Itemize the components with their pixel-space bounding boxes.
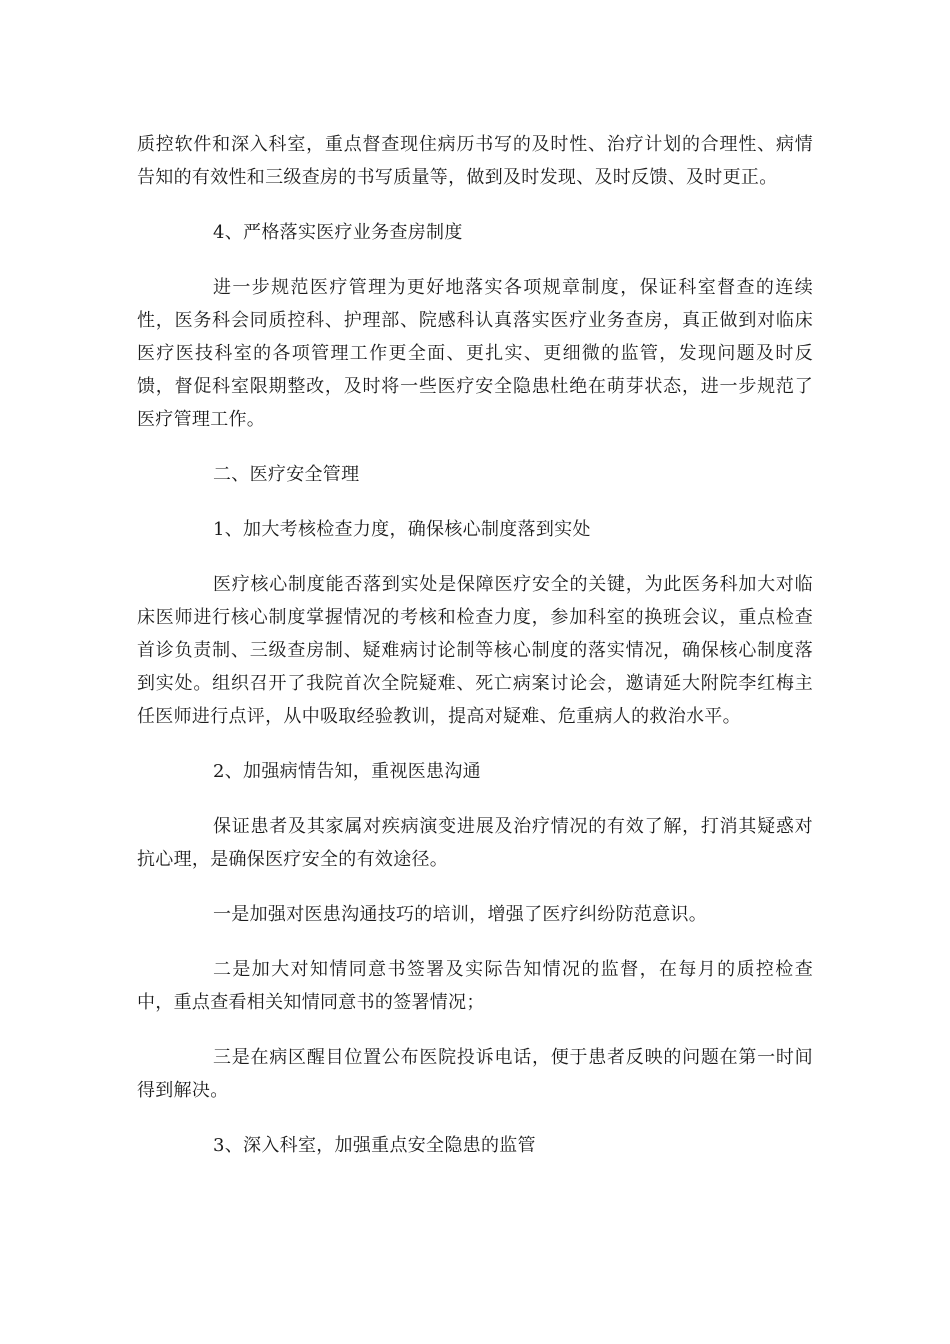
list-item-second: 二是加大对知情同意书签署及实际告知情况的监督，在每月的质控检查中，重点查看相关知情同意书的签署情况； [137, 959, 813, 1013]
paragraph-core-system: 医疗核心制度能否落到实处是保障医疗安全的关键，为此医务科加大对临床医师进行核心制度掌握情况的考核和检查力度，参加科室的换班会议，重点检查首诊负责制、三级查房制、疑难病讨论制等核心制度的落实情况，确保核心制度落到实处。组织召开了我院首次全院疑难、死亡病案讨论会，邀请延大附院李红梅主任医师进行点评，从中吸取经验教训，提高对疑难、危重病人的救治水平。 [137, 574, 813, 727]
section-heading-key-hazards: 3、深入科室，加强重点安全隐患的监管 [213, 1135, 536, 1156]
paragraph-ward-rounds: 进一步规范医疗管理为更好地落实各项规章制度，保证科室督查的连续性，医务科会同质控科、护理部、院感科认真落实医疗业务查房，真正做到对临床医疗医技科室的各项管理工作更全面、更扎实、更细微的监管，发现问题及时反馈，督促科室限期整改，及时将一些医疗安全隐患杜绝在萌芽状态，进一步规范了医疗管理工作。 [137, 277, 813, 430]
list-item-third: 三是在病区醒目位置公布医院投诉电话，便于患者反映的问题在第一时间得到解决。 [137, 1047, 813, 1101]
document-page [137, 128, 813, 1162]
paragraph-informed-patients: 保证患者及其家属对疾病演变进展及治疗情况的有效了解，打消其疑惑对抗心理，是确保医疗安全的有效途径。 [137, 816, 813, 870]
section-heading-communication: 2、加强病情告知，重视医患沟通 [213, 761, 481, 782]
list-item-first: 一是加强对医患沟通技巧的培训，增强了医疗纠纷防范意识。 [213, 904, 708, 925]
paragraph-continuation: 质控软件和深入科室，重点督查现住病历书写的及时性、治疗计划的合理性、病情告知的有效性和三级查房的书写质量等，做到及时发现、及时反馈、及时更正。 [137, 134, 813, 188]
section-heading-ward-rounds: 4、严格落实医疗业务查房制度 [213, 222, 463, 243]
section-heading-inspection: 1、加大考核检查力度，确保核心制度落到实处 [213, 519, 591, 540]
chapter-heading-medical-safety: 二、医疗安全管理 [213, 464, 360, 485]
